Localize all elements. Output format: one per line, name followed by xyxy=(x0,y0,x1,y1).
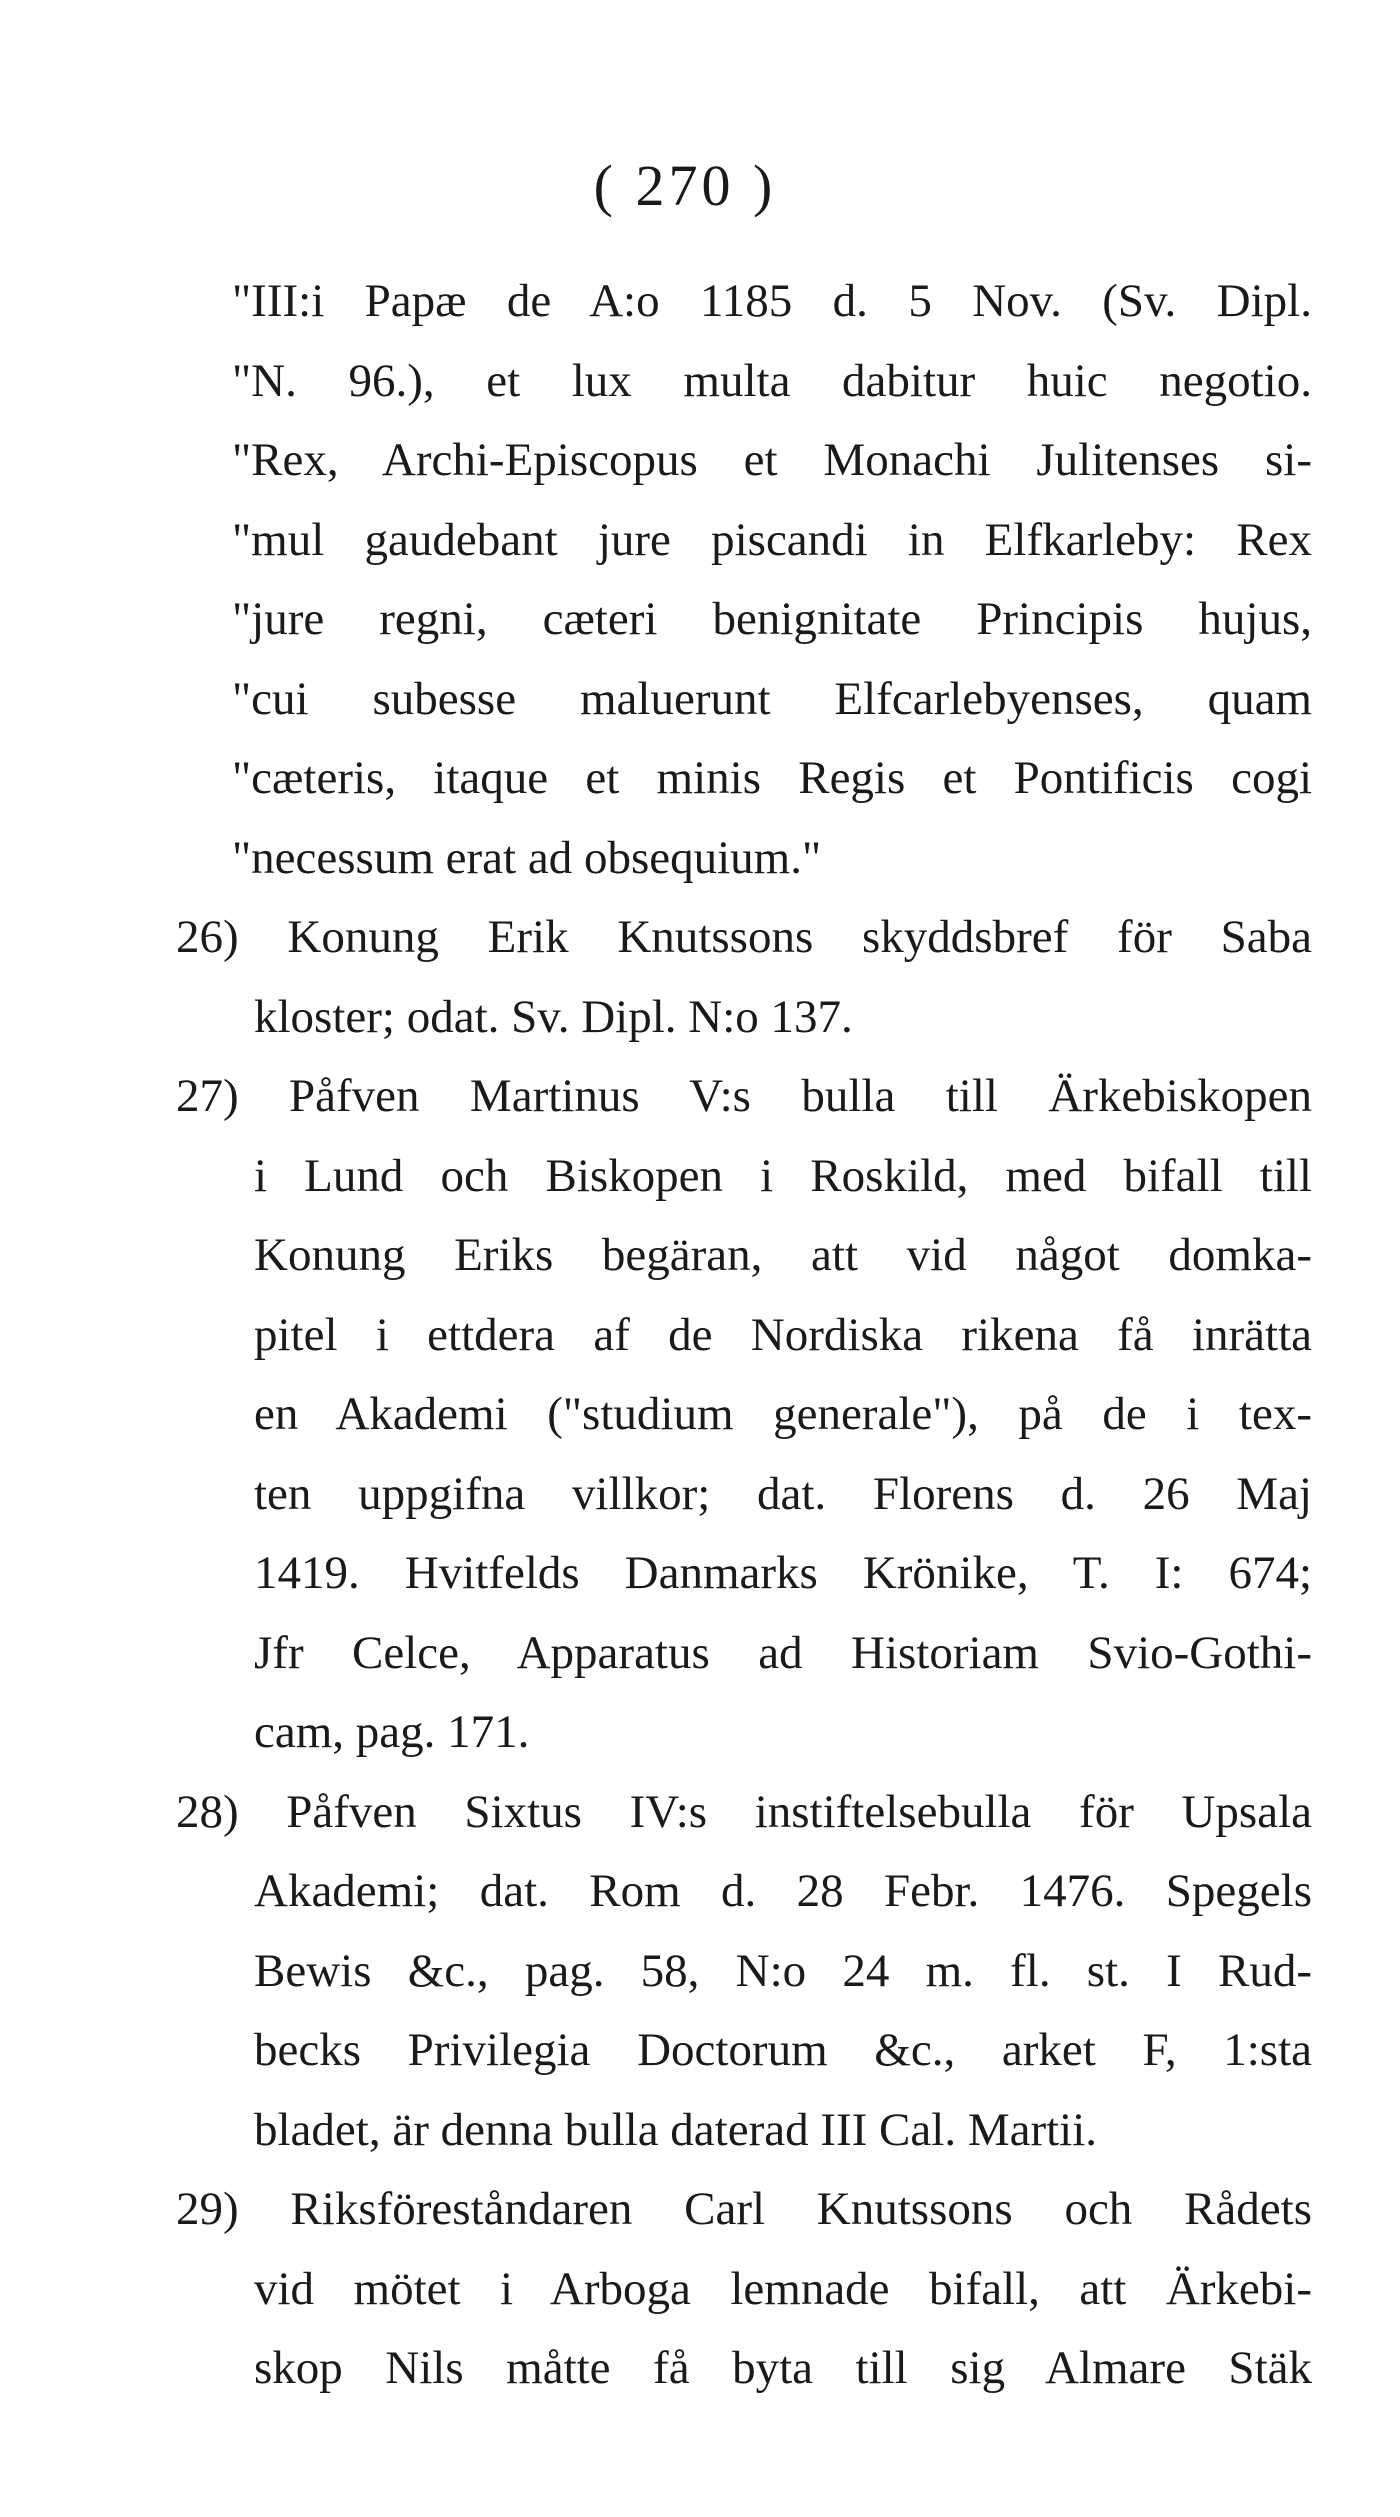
footnote-27-line: 27) Påfven Martinus V:s bulla till Ärkebiskopen xyxy=(176,1070,1312,1122)
text-line: Konung Eriks begäran, att vid något domka- xyxy=(254,1229,1312,1281)
text-line: "jure regni, cæteri benignitate Principis hujus, xyxy=(232,593,1312,645)
text-line: Bewis &c., pag. 58, N:o 24 m. fl. st. I Rud- xyxy=(254,1944,1312,1997)
text-line: "Rex, Archi-Episcopus et Monachi Julitenses si- xyxy=(232,434,1312,486)
footnote-28-line: 28) Påfven Sixtus IV:s instiftelsebulla för Upsala xyxy=(176,1785,1312,1838)
text-line: "mul gaudebant jure piscandi in Elfkarleby: Rex xyxy=(232,513,1312,566)
text-line: vid mötet i Arboga lemnade bifall, att Ärkebi- xyxy=(254,2262,1312,2315)
text-line: "cæteris, itaque et minis Regis et Pontificis cogi xyxy=(232,752,1312,804)
page-number: ( 270 ) xyxy=(593,153,777,218)
text-line: Jfr Celce, Apparatus ad Historiam Svio-Gothi- xyxy=(254,1626,1312,1679)
text-line: bladet, är denna bulla daterad III Cal. Martii. xyxy=(254,2103,1098,2156)
text-line: "N. 96.), et lux multa dabitur huic negotio. xyxy=(232,354,1312,407)
page-text xyxy=(176,262,1312,2409)
footnote-26-line: 26) Konung Erik Knutssons skyddsbref för Saba xyxy=(176,911,1312,963)
footnote-29-line: 29) Riksföreståndaren Carl Knutssons och Rådets xyxy=(176,2183,1312,2235)
text-line: i Lund och Biskopen i Roskild, med bifall till xyxy=(254,1149,1312,1202)
text-line: "necessum erat ad obsequium." xyxy=(232,831,822,884)
text-line: Akademi; dat. Rom d. 28 Febr. 1476. Spegels xyxy=(254,1865,1312,1917)
text-line: ten uppgifna villkor; dat. Florens d. 26 Maj xyxy=(254,1467,1312,1520)
text-line: "III:i Papæ de A:o 1185 d. 5 Nov. (Sv. Dipl. xyxy=(232,275,1312,327)
text-line: 1419. Hvitfelds Danmarks Krönike, T. I: 674; xyxy=(254,1547,1312,1599)
text-line: "cui subesse maluerunt Elfcarlebyenses, quam xyxy=(232,672,1312,725)
text-line: becks Privilegia Doctorum &c., arket F, 1:sta xyxy=(254,2024,1312,2076)
text-line: skop Nils måtte få byta till sig Almare Stäk xyxy=(254,2342,1312,2394)
text-line: cam, pag. 171. xyxy=(254,1706,530,1758)
text-line: pitel i ettdera af de Nordiska rikena få inrätta xyxy=(254,1308,1312,1361)
text-line: kloster; odat. Sv. Dipl. N:o 137. xyxy=(254,990,853,1043)
text-line: en Akademi ("studium generale"), på de i tex- xyxy=(254,1388,1312,1440)
